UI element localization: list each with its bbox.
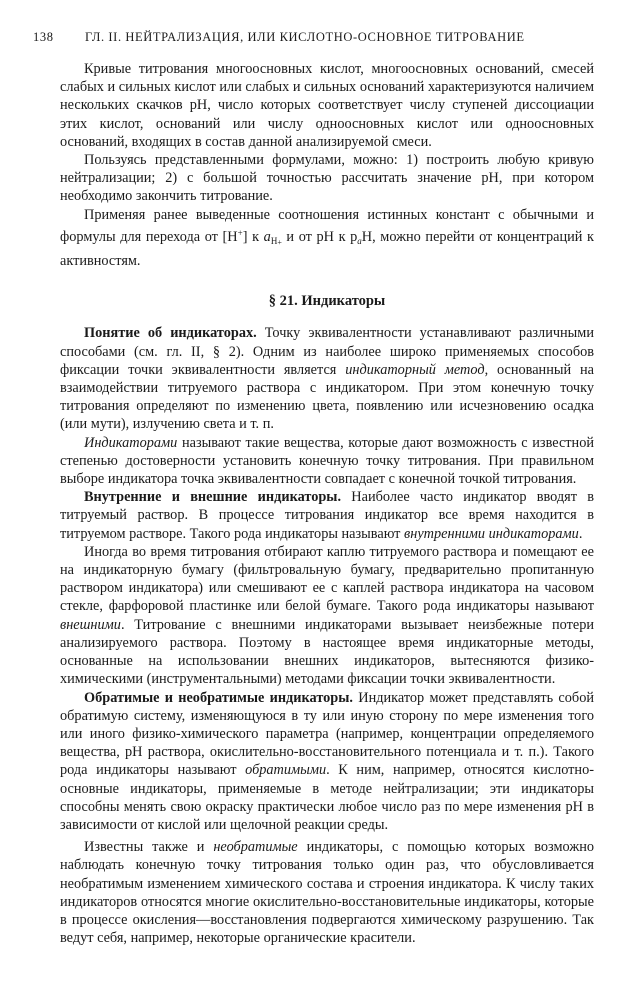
- text-fragment: называют такие вещества, которые дают возможность с известной степенью достоверности установить конечную точку титрования. При правильном выборе индикатора точка эквивалентности совпадает с конечной точкой титрования.: [60, 434, 594, 488]
- term-indicators: Индикаторами: [84, 434, 178, 451]
- running-head: [33, 30, 593, 50]
- term-irreversible: необратимые: [213, 839, 298, 856]
- pah-subscript-a: a: [357, 235, 362, 246]
- paragraph-internal-indicators: [60, 488, 594, 543]
- text-fragment: . К ним, например, относятся кислотно-основные индикаторы, применяемые в методе нейтрализации; эти индикаторы способны менять свою окраску практически любое число раз по мере изменения pH в зависимости от кислой или щелочной реакции среды.: [60, 762, 594, 833]
- text-fragment: Наиболее часто индикатор вводят в титруемый раствор. В процессе титрования индикатор все время находится в титруемом растворе. Такого рода индикаторы называют: [60, 489, 594, 542]
- page-number: 138: [33, 30, 54, 44]
- text-fragment: Точку эквивалентности устанавливают различными способами (см. гл. II, § 2). Одним из наиболее широко применяемых способов фиксации точки эквивалентности является: [60, 325, 594, 378]
- paragraph-activities: [60, 206, 594, 271]
- superscript-plus: +: [237, 227, 243, 238]
- text-fragment: . Титрование с внешними индикаторами вызывает неизбежные потери анализируемого раствора. Поэтому в настоящее время индикаторные методы, основанные на использовании внешних индикаторов, вытесняются физико-химическими (инструментальными) методами фиксации точки эквивалентности.: [60, 616, 594, 688]
- paragraph-formulas-use: Пользуясь представленными формулами, можно: 1) построить любую кривую нейтрализации; 2) с большой точностью рассчитать значение pH, при котором необходимо закончить титрование.: [60, 152, 594, 205]
- section-heading: § 21. Индикаторы: [268, 293, 386, 310]
- subscript-h: H: [270, 235, 278, 246]
- term-reversible: обратимыми: [245, 762, 327, 779]
- subsection-heading-reversible: Обратимые и необратимые индикаторы.: [84, 689, 353, 706]
- paragraph-indicator-definition: [60, 434, 594, 489]
- text-fragment: .: [578, 525, 583, 542]
- term-external: внешними: [60, 616, 121, 633]
- text-fragment: и от pH к p: [281, 228, 358, 245]
- text-fragment: H, можно перейти от концентраций к активностям.: [60, 228, 594, 270]
- paragraph-indicator-concept: [60, 324, 594, 433]
- text-fragment: Применяя ранее выведенные соотношения истинных констант с обычными и формулы для перехода от [H: [60, 206, 594, 245]
- paragraph-external-indicators: [60, 543, 594, 689]
- subsection-heading-concept: Понятие об индикаторах.: [84, 325, 257, 342]
- text-fragment: индикаторы, с помощью которых возможно наблюдать конечную точку титрования только один раз, что обусловливается необратимым изменением химического состава и строения индикатора. К числу таких индикаторов относятся многие окислительно-восстановительные индикаторы, которые в процессе окисления—восстановления подвергаются химическому разрушению. Так ведут себя, например, некоторые органические красители.: [60, 839, 594, 947]
- text-fragment: Индикатор может представлять собой обратимую систему, изменяющуюся в ту или иную сторону по мере изменения того или иного физико-химического параметра (например, концентрации определяемого вещества, pH раствора, окислительно-восстановительного потенциала и т. п.). Такого рода индикаторы называют: [60, 689, 594, 779]
- text-fragment: , основанный на взаимодействии титруемого раствора с индикатором. При этом конечную точку титрования определяют по изменению цвета, появлению или исчезновению осадка (или мути), излучению света и т. п.: [60, 361, 594, 433]
- term-indicator-method: индикаторный метод: [345, 361, 485, 378]
- term-internal-indicators: внутренними индикаторами: [404, 525, 579, 542]
- subscript-plus: +: [277, 237, 282, 247]
- subsection-heading-internal-external: Внутренние и внешние индикаторы.: [84, 489, 342, 506]
- chapter-running-title: ГЛ. II. НЕЙТРАЛИЗАЦИЯ, ИЛИ КИСЛОТНО-ОСНОВНОЕ ТИТРОВАНИЕ: [85, 30, 525, 44]
- text-fragment: Иногда во время титрования отбирают каплю титруемого раствора и помещают ее на индикаторную бумагу (фильтровальную бумагу, предварительно пропитанную раствором индикатора) или смешивают ее с каплей раствора индикатора на часовом стекле, фарфоровой пластинке или белой бумаге. Такого рода индикаторы называют: [60, 543, 594, 615]
- paragraph-reversible-indicators: [60, 689, 594, 835]
- text-fragment: Известны также и: [84, 839, 214, 856]
- activity-symbol: a: [263, 228, 271, 245]
- text-fragment: ] к: [242, 228, 264, 245]
- paragraph-irreversible-indicators: [60, 838, 594, 947]
- paragraph-titration-curves: Кривые титрования многоосновных кислот, многоосновных оснований, смесей слабых и сильных кислот или слабых и сильных оснований характеризуются наличием нескольких скачков pH, число которых соответствует числу ступеней диссоциации этих кислот, оснований или числу одноосновных кислот или одноосновных оснований, входящих в состав данной анализируемой смеси.: [60, 61, 594, 150]
- body-text: [60, 60, 594, 947]
